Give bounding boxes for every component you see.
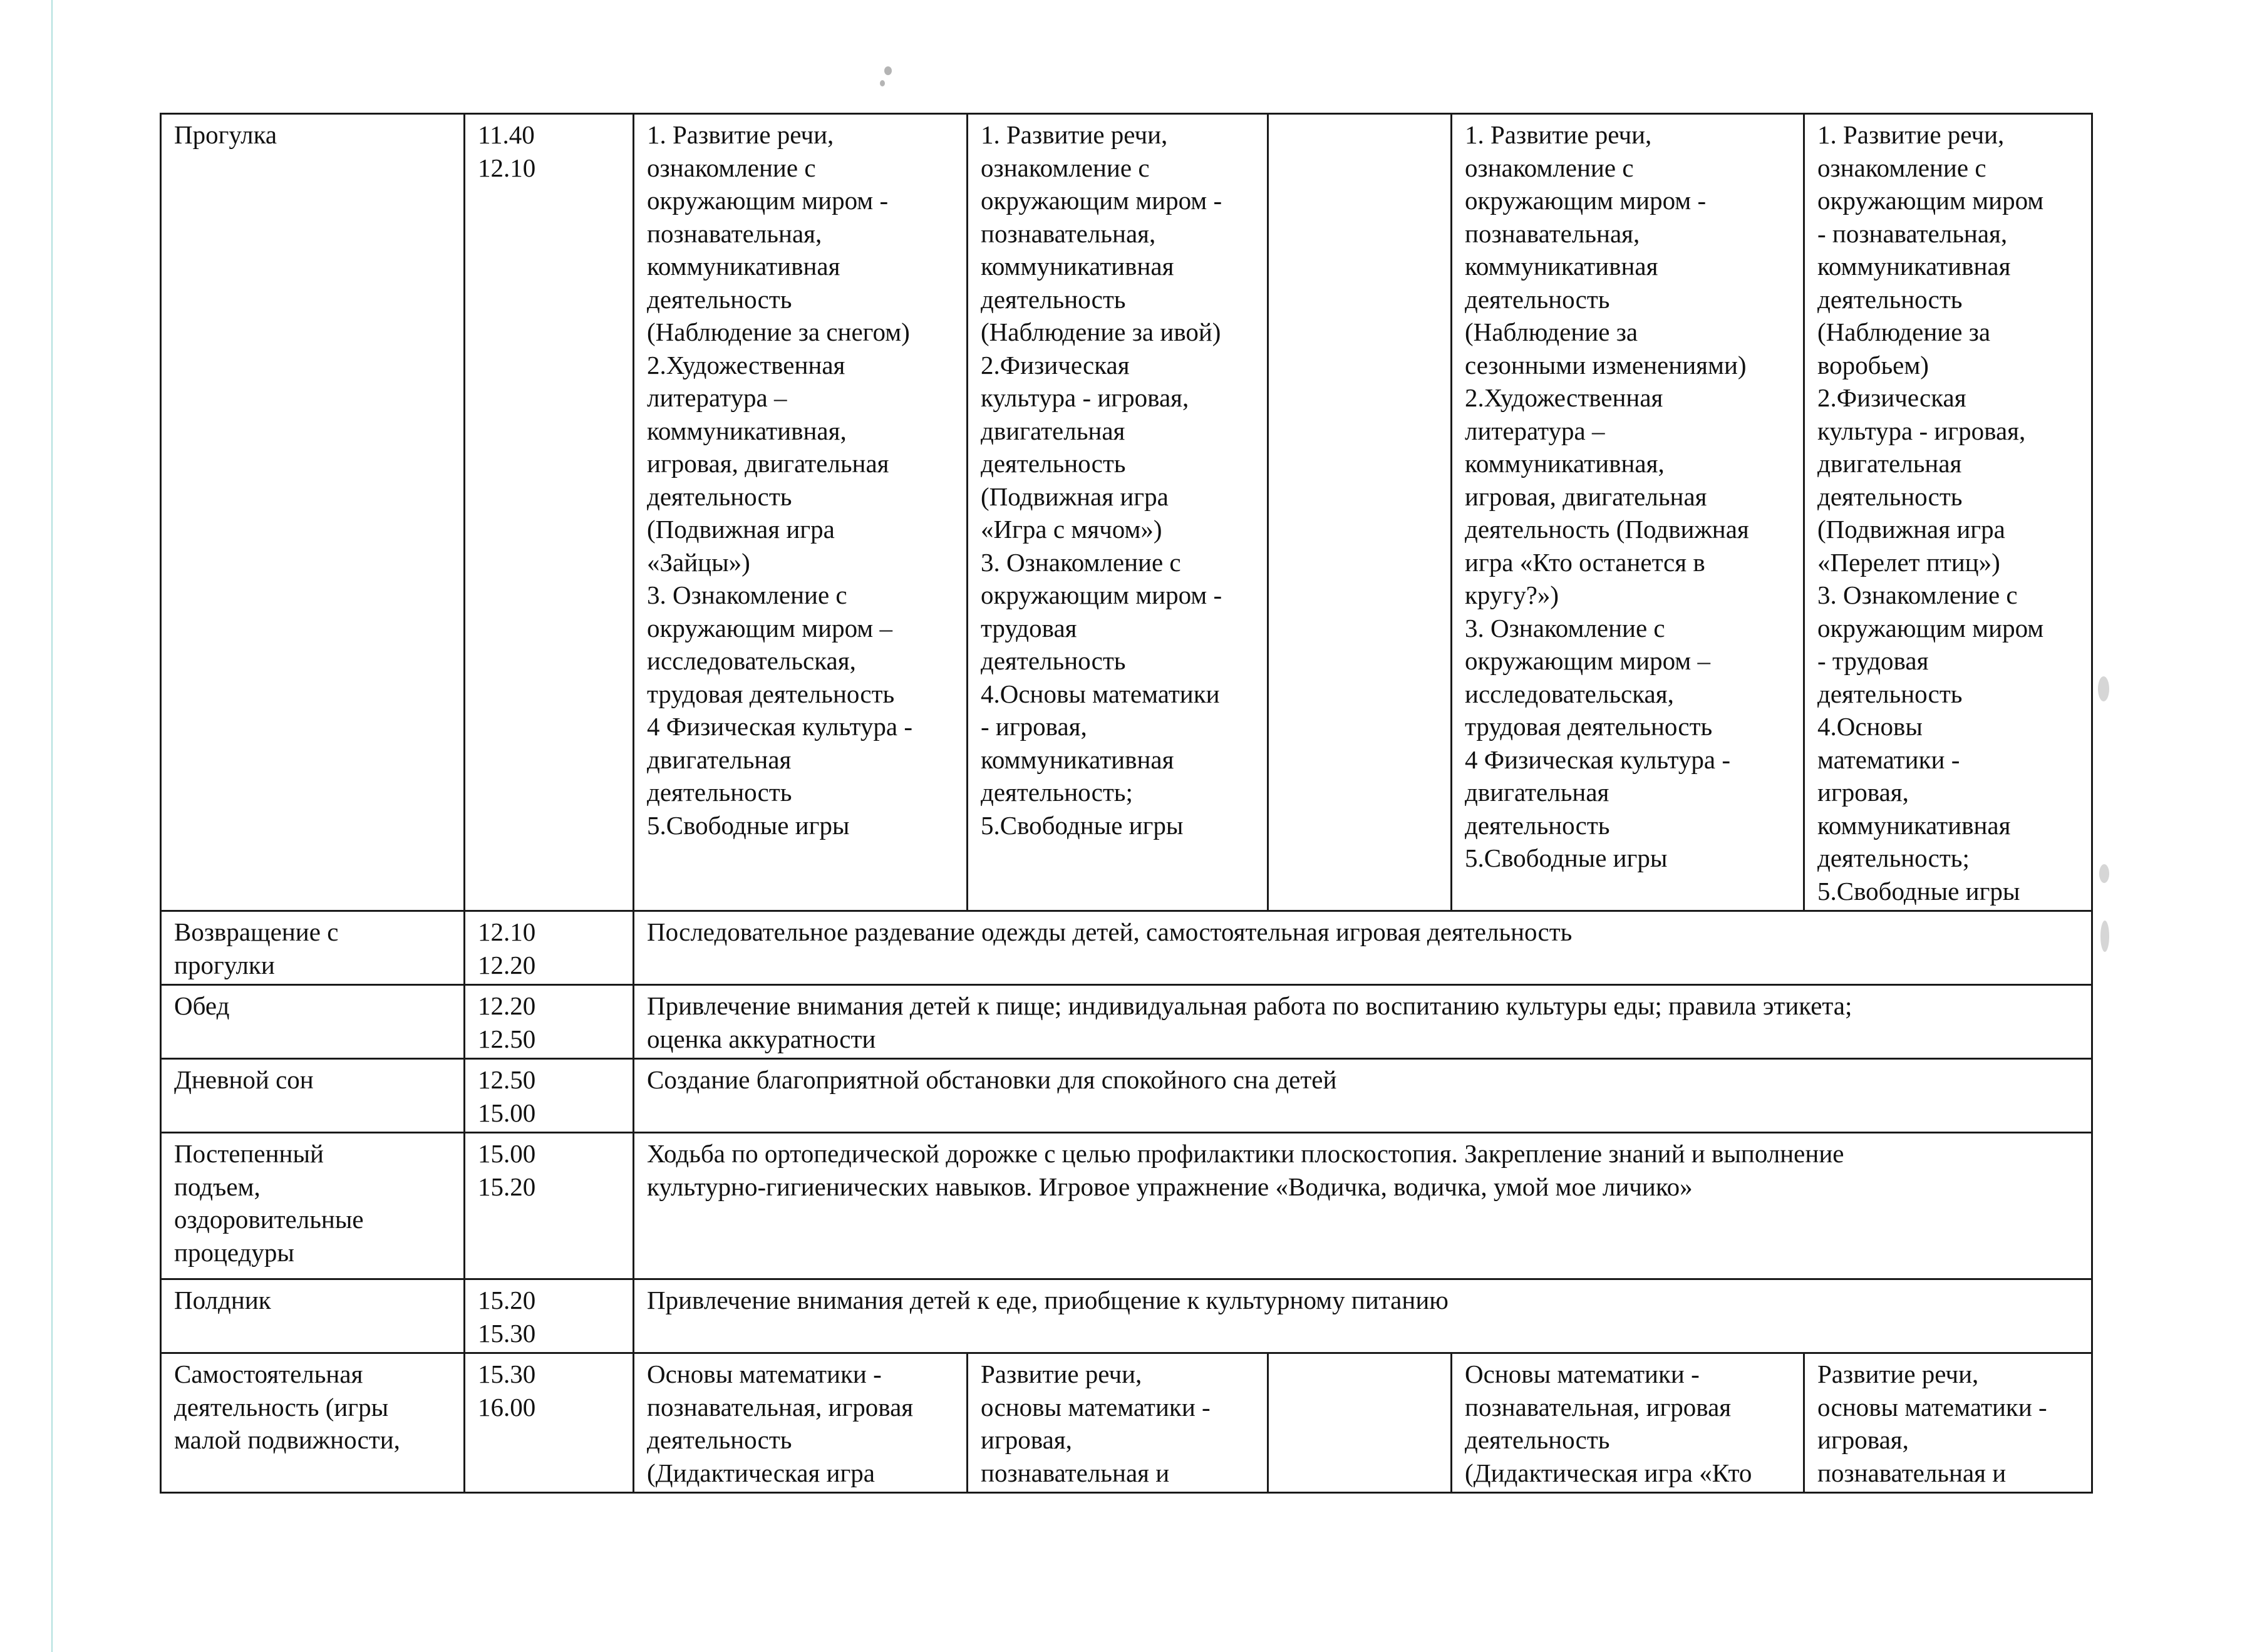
scan-speck xyxy=(2099,864,2109,883)
time-range-text: 12.50 15.00 xyxy=(478,1065,536,1127)
day-cell-text: Развитие речи, основы математики - игровая, познавательная и xyxy=(1817,1360,2047,1487)
merged-description xyxy=(634,1279,2092,1353)
activity-label xyxy=(161,911,465,985)
day-cell-tuesday xyxy=(968,1353,1268,1493)
merged-description xyxy=(634,1133,2092,1279)
activity-label-text: Обед xyxy=(174,991,230,1020)
schedule-row-lunch xyxy=(161,985,2092,1059)
merged-description-text: Привлечение внимания детей к еде, приобщение к культурному питанию xyxy=(647,1286,1449,1314)
day-cell-friday xyxy=(1804,114,2092,911)
time-range-text: 15.20 15.30 xyxy=(478,1286,536,1348)
activity-label xyxy=(161,1279,465,1353)
schedule-row-wakeup xyxy=(161,1133,2092,1279)
merged-description-text: Последовательное раздевание одежды детей, самостоятельная игровая деятельность xyxy=(647,917,1573,946)
merged-description-text: Создание благоприятной обстановки для спокойного сна детей xyxy=(647,1065,1337,1094)
day-cell-text: 1. Развитие речи, ознакомление с окружающим миром - познавательная, коммуникативная деятельность (Наблюдение за ивой) 2.Физическая культура - игровая, двигательная деятельность (Подвижная игра «Игра с мячом») 3. Ознакомление с окружающим миром - трудовая деятельность 4.Основы математики - игровая, коммуникативная деятельность; 5.Свободные игры xyxy=(981,120,1222,840)
schedule-row-independent-activity xyxy=(161,1353,2092,1493)
merged-description xyxy=(634,911,2092,985)
day-cell-monday xyxy=(634,114,968,911)
merged-description-text: Привлечение внимания детей к пище; индивидуальная работа по воспитанию культуры еды; правила этикета; оценка аккуратности xyxy=(647,991,1852,1053)
time-range-text: 15.00 15.20 xyxy=(478,1139,536,1201)
time-range xyxy=(465,1133,634,1279)
time-range xyxy=(465,1059,634,1133)
daily-schedule-table xyxy=(160,113,2093,1494)
day-cell-monday xyxy=(634,1353,968,1493)
day-cell-tuesday xyxy=(968,114,1268,911)
day-cell-friday xyxy=(1804,1353,2092,1493)
scan-edge-line xyxy=(51,0,53,1652)
schedule-row-return xyxy=(161,911,2092,985)
merged-description xyxy=(634,1059,2092,1133)
activity-label xyxy=(161,1133,465,1279)
activity-label xyxy=(161,114,465,911)
scan-speck xyxy=(884,66,892,75)
day-cell-thursday xyxy=(1452,114,1804,911)
merged-description xyxy=(634,985,2092,1059)
time-range xyxy=(465,1279,634,1353)
schedule-row-snack xyxy=(161,1279,2092,1353)
time-range xyxy=(465,911,634,985)
time-range-text: 12.20 12.50 xyxy=(478,991,536,1053)
day-cell-thursday xyxy=(1452,1353,1804,1493)
activity-label-text: Возвращение с прогулки xyxy=(174,917,339,979)
activity-label-text: Прогулка xyxy=(174,120,277,149)
scan-speck xyxy=(2100,921,2109,952)
time-range xyxy=(465,1353,634,1493)
day-cell-text: 1. Развитие речи, ознакомление с окружающим миром - познавательная, коммуникативная деятельность (Наблюдение за воробьем) 2.Физическая культура - игровая, двигательная деятельность (Подвижная игра «Перелет птиц») 3. Ознакомление с окружающим миром - трудовая деятельность 4.Основы математики - игровая, коммуникативная деятельность; 5.Свободные игры xyxy=(1817,120,2044,906)
scan-speck xyxy=(2098,676,2109,701)
day-cell-wednesday xyxy=(1268,1353,1452,1493)
activity-label xyxy=(161,1353,465,1493)
activity-label xyxy=(161,985,465,1059)
day-cell-wednesday xyxy=(1268,114,1452,911)
activity-label-text: Дневной сон xyxy=(174,1065,314,1094)
time-range xyxy=(465,114,634,911)
activity-label-text: Полдник xyxy=(174,1286,271,1314)
day-cell-text: Основы математики - познавательная, игровая деятельность (Дидактическая игра xyxy=(647,1360,914,1487)
day-cell-text: 1. Развитие речи, ознакомление с окружающим миром - познавательная, коммуникативная деятельность (Наблюдение за сезонными изменениями) 2.Художественная литература – коммуникативная, игровая, двигательная деятельность (Подвижная игра «Кто останется в кругу?») 3. Ознакомление с окружающим миром – исследовательская, трудовая деятельность 4 Физическая культура - двигательная деятельность 5.Свободные игры xyxy=(1465,120,1749,872)
schedule-row-nap xyxy=(161,1059,2092,1133)
activity-label-text: Самостоятельная деятельность (игры малой подвижности, xyxy=(174,1360,400,1454)
day-cell-text: 1. Развитие речи, ознакомление с окружающим миром - познавательная, коммуникативная деятельность (Наблюдение за снегом) 2.Художественная литература – коммуникативная, игровая, двигательная деятельность (Подвижная игра «Зайцы») 3. Ознакомление с окружающим миром – исследовательская, трудовая деятельность 4 Физическая культура - двигательная деятельность 5.Свободные игры xyxy=(647,120,912,840)
time-range xyxy=(465,985,634,1059)
activity-label xyxy=(161,1059,465,1133)
scan-speck xyxy=(880,80,885,86)
schedule-row-walk xyxy=(161,114,2092,911)
time-range-text: 12.10 12.20 xyxy=(478,917,536,979)
merged-description-text: Ходьба по ортопедической дорожке с целью профилактики плоскостопия. Закрепление знаний и выполнение культурно-гигиенических навыков. Игровое упражнение «Водичка, водичка, умой мое личико» xyxy=(647,1139,1844,1201)
day-cell-text: Развитие речи, основы математики - игровая, познавательная и xyxy=(981,1360,1211,1487)
time-range-text: 15.30 16.00 xyxy=(478,1360,536,1422)
activity-label-text: Постепенный подъем, оздоровительные процедуры xyxy=(174,1139,364,1267)
time-range-text: 11.40 12.10 xyxy=(478,120,536,182)
day-cell-text: Основы математики - познавательная, игровая деятельность (Дидактическая игра «Кто xyxy=(1465,1360,1752,1487)
